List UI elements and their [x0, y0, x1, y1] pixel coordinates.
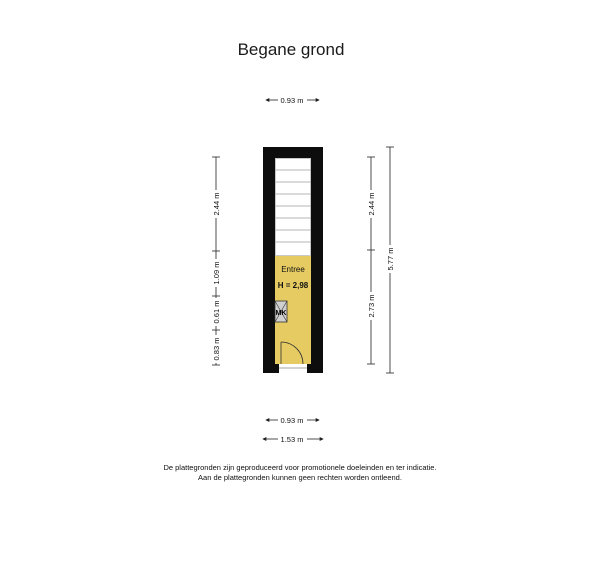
stair-area	[275, 158, 311, 256]
disclaimer	[0, 463, 600, 483]
dim-right-upper-label: 2.44 m	[367, 192, 376, 216]
dimension-bottom-width	[266, 416, 319, 425]
dimension-top-width	[266, 96, 319, 105]
dimension-right-chain	[367, 157, 375, 364]
disclaimer-line-1: De plattegronden zijn geproduceerd voor promotionele doeleinden en ter indicatie.	[163, 463, 437, 472]
room-height: H = 2,98	[277, 281, 309, 290]
floor-title: Begane grond	[237, 40, 345, 59]
dimension-total-width	[263, 435, 323, 444]
dim-bottom-width-label: 0.93 m	[280, 416, 304, 425]
dim-total-width-label: 1.53 m	[280, 435, 304, 444]
dim-right-total-label: 5.77 m	[386, 247, 395, 271]
room-name: Entree	[281, 265, 305, 274]
dim-right-lower-label: 2.73 m	[367, 294, 376, 318]
dim-top-width-label: 0.93 m	[280, 96, 304, 105]
meter-cupboard-label: MK	[275, 310, 287, 317]
dim-left-upper-label: 2.44 m	[212, 192, 221, 216]
disclaimer-line-2: Aan de plattegronden kunnen geen rechten worden ontleend.	[198, 473, 402, 482]
dim-left-lower-a-label: 0.61 m	[212, 300, 221, 324]
dim-left-lower-b-label: 0.83 m	[212, 337, 221, 361]
dim-left-middle-label: 1.09 m	[212, 261, 221, 285]
front-door-opening	[279, 364, 307, 373]
